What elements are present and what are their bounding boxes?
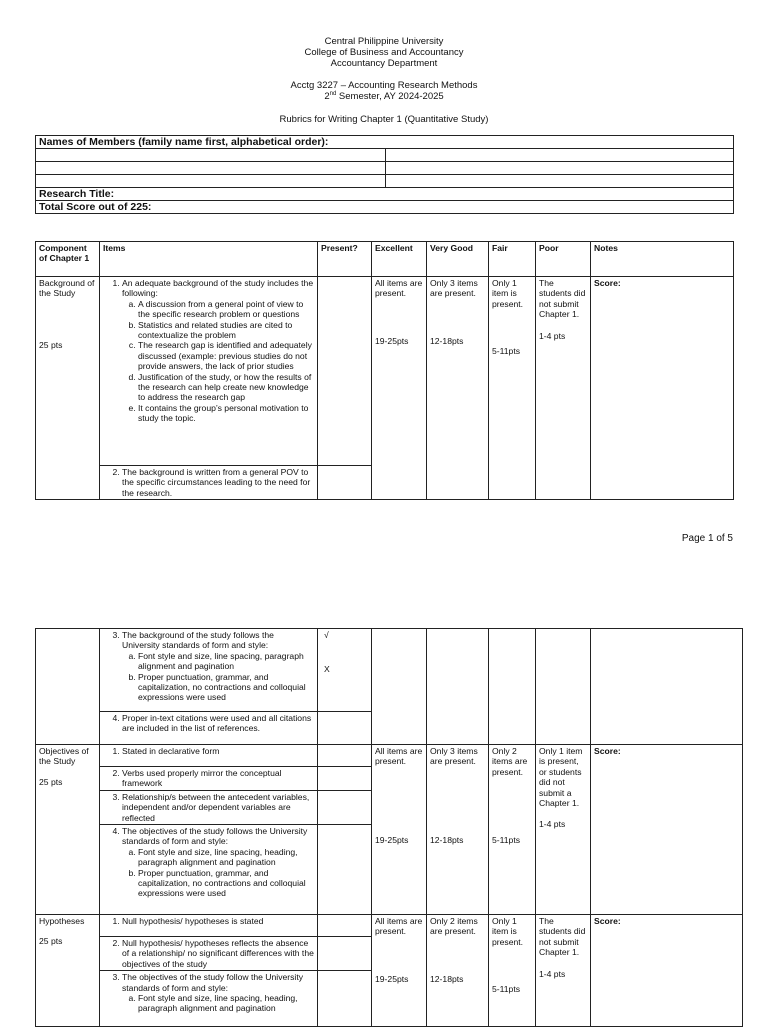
very-good-cell <box>427 629 489 745</box>
item-text: The objectives of the study follows the University standards of form and style: <box>122 826 308 847</box>
poor-cell <box>536 277 591 500</box>
item-text: 3. Relationship/s between the antecedent variables, independent and/or dependent variables are reflected <box>122 792 314 823</box>
very-good-cell <box>427 745 489 915</box>
criterion-text: Only 3 items are present. <box>430 278 478 299</box>
criterion-text: The students did not submit Chapter 1. <box>539 916 586 958</box>
member-name-cell[interactable] <box>36 175 386 188</box>
sub-item: a. Font style and size, line spacing, heading, paragraph alignment and pagination <box>138 847 314 868</box>
names-label: Names of Members (family name first, alphabetical order): <box>36 136 734 149</box>
hypotheses-item-2 <box>100 937 318 971</box>
sub-item: e. It contains the group’s personal motivation to study the topic. <box>138 403 314 424</box>
excellent-cell <box>372 629 427 745</box>
item-text: The background of the study follows the University standards of form and style: <box>122 630 274 651</box>
component-points: 25 pts <box>39 776 63 787</box>
present-cell[interactable] <box>318 937 372 971</box>
college-name: College of Business and Accountancy <box>304 47 464 58</box>
fair-cell <box>489 277 536 500</box>
page-2 <box>0 565 768 1024</box>
column-header-notes: Notes <box>591 242 734 277</box>
poor-cell <box>536 915 591 1027</box>
criterion-text: Only 3 items are present. <box>430 746 478 767</box>
item-text: 2. The background is written from a general POV to the specific circumstances leading to the need for the research. <box>122 467 314 498</box>
members-table <box>35 135 734 214</box>
component-background <box>36 277 100 500</box>
objectives-item-4 <box>100 825 318 915</box>
background-item-1 <box>100 277 318 466</box>
score-label: Score: <box>594 278 621 288</box>
fair-cell <box>489 915 536 1027</box>
sub-item: a. Font style and size, line spacing, paragraph alignment and pagination <box>138 651 314 672</box>
criterion-points: 5-11pts <box>492 835 521 846</box>
excellent-cell <box>372 277 427 500</box>
member-name-cell[interactable] <box>386 175 734 188</box>
item-text: An adequate background of the study includes the following: <box>122 278 314 299</box>
component-name: Background of the Study <box>39 278 95 299</box>
column-header-very-good: Very Good <box>427 242 489 277</box>
poor-cell <box>536 745 591 915</box>
component-points: 25 pts <box>39 936 63 947</box>
background-item-4 <box>100 712 318 745</box>
column-header-items: Items <box>100 242 318 277</box>
column-header-present: Present? <box>318 242 372 277</box>
criterion-text: Only 2 items are present. <box>492 746 528 777</box>
semester-suffix: nd <box>329 90 337 97</box>
criterion-text: Only 2 items are present. <box>430 916 478 937</box>
member-name-cell[interactable] <box>386 162 734 175</box>
notes-cell[interactable] <box>591 745 743 915</box>
present-cell[interactable] <box>318 629 372 712</box>
document-title: Rubrics for Writing Chapter 1 (Quantitative Study) <box>279 114 489 125</box>
column-header-poor: Poor <box>536 242 591 277</box>
page-number: Page 1 of 5 <box>681 533 733 544</box>
score-label: Score: <box>594 746 621 756</box>
semester-text: Semester, AY 2024-2025 <box>336 91 444 102</box>
component-points: 25 pts <box>39 339 63 350</box>
notes-cell[interactable] <box>591 277 734 500</box>
present-cell[interactable] <box>318 466 372 500</box>
sub-item: b. Proper punctuation, grammar, and capitalization, no contractions and colloquial expressions were used <box>138 672 314 703</box>
objectives-item-3 <box>100 790 318 824</box>
criterion-text: Only 1 item is present. <box>492 278 524 309</box>
hypotheses-item-1 <box>100 915 318 937</box>
very-good-cell <box>427 915 489 1027</box>
criterion-points: 19-25pts <box>375 973 409 984</box>
course-title: Acctg 3227 – Accounting Research Methods <box>290 80 478 91</box>
criterion-points: 5-11pts <box>492 984 521 995</box>
sub-item: d. Justification of the study, or how the results of the research can help create new knowledge to address the research gap <box>138 372 314 403</box>
member-name-cell[interactable] <box>36 162 386 175</box>
criterion-text: All items are present. <box>375 916 423 937</box>
background-item-3 <box>100 629 318 712</box>
rubric-table-page1 <box>35 241 734 500</box>
notes-cell[interactable] <box>591 915 743 1027</box>
item-text: 2. Null hypothesis/ hypotheses reflects the absence of a relationship/ no significant differences with the objectives of the study <box>122 938 314 969</box>
criterion-text: Only 1 item is present, or students did not submit a Chapter 1. <box>539 746 583 809</box>
column-header-component: Component of Chapter 1 <box>36 242 100 277</box>
sub-item: a. Font style and size, line spacing, heading, paragraph alignment and pagination <box>138 993 314 1014</box>
poor-cell <box>536 629 591 745</box>
research-title-label: Research Title: <box>36 188 734 201</box>
component-background-continued <box>36 629 100 745</box>
member-name-cell[interactable] <box>36 149 386 162</box>
criterion-points: 12-18pts <box>430 335 464 346</box>
item-text: The objectives of the study follow the University standards of form and style: <box>122 972 304 993</box>
component-name: Hypotheses <box>39 916 85 927</box>
criterion-points: 12-18pts <box>430 973 464 984</box>
fair-cell <box>489 745 536 915</box>
criterion-points: 1-4 pts <box>539 819 566 830</box>
sub-item: a. A discussion from a general point of view to the specific research problem or questions <box>138 299 314 320</box>
present-cell[interactable] <box>318 712 372 745</box>
rubric-table-page2 <box>35 628 743 1027</box>
notes-cell[interactable] <box>591 629 743 745</box>
component-objectives <box>36 745 100 915</box>
criterion-points: 12-18pts <box>430 834 464 845</box>
criterion-points: 19-25pts <box>375 834 409 845</box>
check-mark-icon: √ <box>324 630 329 640</box>
item-text: 4. Proper in-text citations were used and all citations are included in the list of references. <box>122 713 314 734</box>
sub-item: b. Statistics and related studies are cited to contextualize the problem <box>138 320 314 341</box>
criterion-text: All items are present. <box>375 278 423 299</box>
item-text: 2. Verbs used properly mirror the conceptual framework <box>122 768 314 789</box>
sub-item: b. Proper punctuation, grammar, and capitalization, no contractions and colloquial expressions were used <box>138 868 314 899</box>
sub-item: c. The research gap is identified and adequately discussed (example: previous studies do not provide answers, the lack of prior studies <box>138 340 314 371</box>
university-name: Central Philippine University <box>324 36 444 47</box>
member-name-cell[interactable] <box>386 149 734 162</box>
present-cell[interactable] <box>318 790 372 824</box>
excellent-cell <box>372 915 427 1027</box>
component-hypotheses <box>36 915 100 1027</box>
present-cell[interactable] <box>318 915 372 937</box>
criterion-points: 19-25pts <box>375 335 409 346</box>
component-name: Objectives of the Study <box>39 746 89 767</box>
excellent-cell <box>372 745 427 915</box>
criterion-points: 1-4 pts <box>539 330 566 341</box>
score-label: Score: <box>594 916 621 927</box>
background-item-2 <box>100 466 318 500</box>
criterion-points: 5-11pts <box>492 346 521 357</box>
present-cell[interactable] <box>318 277 372 466</box>
fair-cell <box>489 629 536 745</box>
objectives-item-2 <box>100 767 318 791</box>
x-mark-icon: X <box>324 664 330 675</box>
criterion-text: The students did not submit Chapter 1. <box>539 278 586 320</box>
criterion-text: All items are present. <box>375 746 423 767</box>
item-text: 1. Stated in declarative form <box>122 746 314 756</box>
criterion-text: Only 1 item is present. <box>492 916 524 947</box>
semester-line <box>0 91 768 102</box>
semester-number: 2 <box>324 91 330 102</box>
present-cell[interactable] <box>318 971 372 1027</box>
total-score-label: Total Score out of 225: <box>36 201 734 214</box>
department-name: Accountancy Department <box>330 58 438 69</box>
criterion-points: 1-4 pts <box>539 968 566 979</box>
present-cell[interactable] <box>318 767 372 791</box>
very-good-cell <box>427 277 489 500</box>
objectives-item-1 <box>100 745 318 767</box>
column-header-fair: Fair <box>489 242 536 277</box>
hypotheses-item-3 <box>100 971 318 1027</box>
item-text: 1. Null hypothesis/ hypotheses is stated <box>122 916 314 926</box>
column-header-excellent: Excellent <box>372 242 427 277</box>
document-header <box>0 36 768 125</box>
present-cell[interactable] <box>318 745 372 767</box>
present-cell[interactable] <box>318 825 372 915</box>
